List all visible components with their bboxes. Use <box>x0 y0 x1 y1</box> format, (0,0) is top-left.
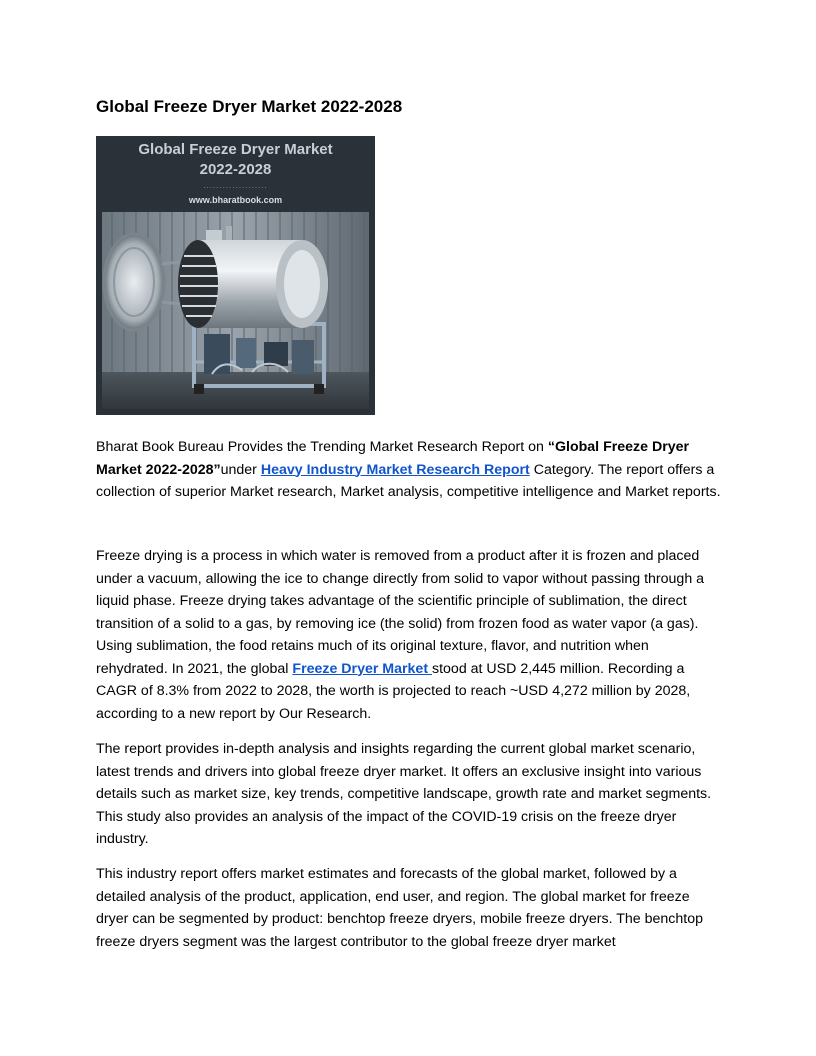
cover-title-line2: 2022-2028 <box>199 161 272 178</box>
freeze-drying-paragraph <box>96 545 724 725</box>
report-title-quote: “Global Freeze Dryer Market 2022-2028” <box>96 439 690 478</box>
intro-text-end: Category. The report offers a collection of superior Market research, Market analysis, competitive intelligence and Market reports. <box>96 461 721 500</box>
cover-title <box>96 140 375 180</box>
intro-text-under: under <box>220 461 261 478</box>
freeze-drying-text-end: stood at USD 2,445 million. Recording a CAGR of 8.3% from 2022 to 2028, the worth is projected to reach ~USD 4,272 million by 2028, according to a new report by Our Research. <box>96 660 691 722</box>
cover-title-line1: Global Freeze Dryer Market <box>138 141 333 158</box>
report-scope-paragraph: The report provides in-depth analysis and insights regarding the current global market scenario, latest trends and drivers into global freeze dryer market. It offers an exclusive insight into various details such as market size, key trends, competitive landscape, growth rate and market segments. This study also provides an analysis of the impact of the COVID-19 crisis on the freeze dryer industry. <box>96 741 712 847</box>
cover-url: www.bharatbook.com <box>188 195 283 205</box>
cover-separator: .................... <box>203 181 268 190</box>
heavy-industry-report-link[interactable]: Heavy Industry Market Research Report <box>260 461 530 478</box>
freeze-dryer-market-link[interactable]: Freeze Dryer Market <box>292 660 432 677</box>
intro-paragraph <box>96 436 724 504</box>
freeze-drying-text: Freeze drying is a process in which water is removed from a product after it is frozen and placed under a vacuum, allowing the ice to change directly from solid to vapor without passing through a liquid phase. Freeze drying takes advantage of the scientific principle of sublimation, the direct transition of a solid to a gas, by removing ice (the solid) from frozen food as water vapor (a gas). Using sublimation, the food retains much of its original texture, flavor, and nutrition when rehydrated. In 2021, the global <box>96 548 705 677</box>
cover-image <box>96 136 375 415</box>
freeze-dryer-photo <box>102 212 369 409</box>
segmentation-paragraph: This industry report offers market estimates and forecasts of the global market, followed by a detailed analysis of the product, application, end user, and region. The global market for freeze dryer can be segmented by product: benchtop freeze dryers, mobile freeze dryers. The benchtop freeze dryers segment was the largest contributor to the global freeze dryer market <box>96 866 703 950</box>
page-title: Global Freeze Dryer Market 2022-2028 <box>96 97 403 116</box>
intro-text: Bharat Book Bureau Provides the Trending Market Research Report on <box>96 439 548 455</box>
